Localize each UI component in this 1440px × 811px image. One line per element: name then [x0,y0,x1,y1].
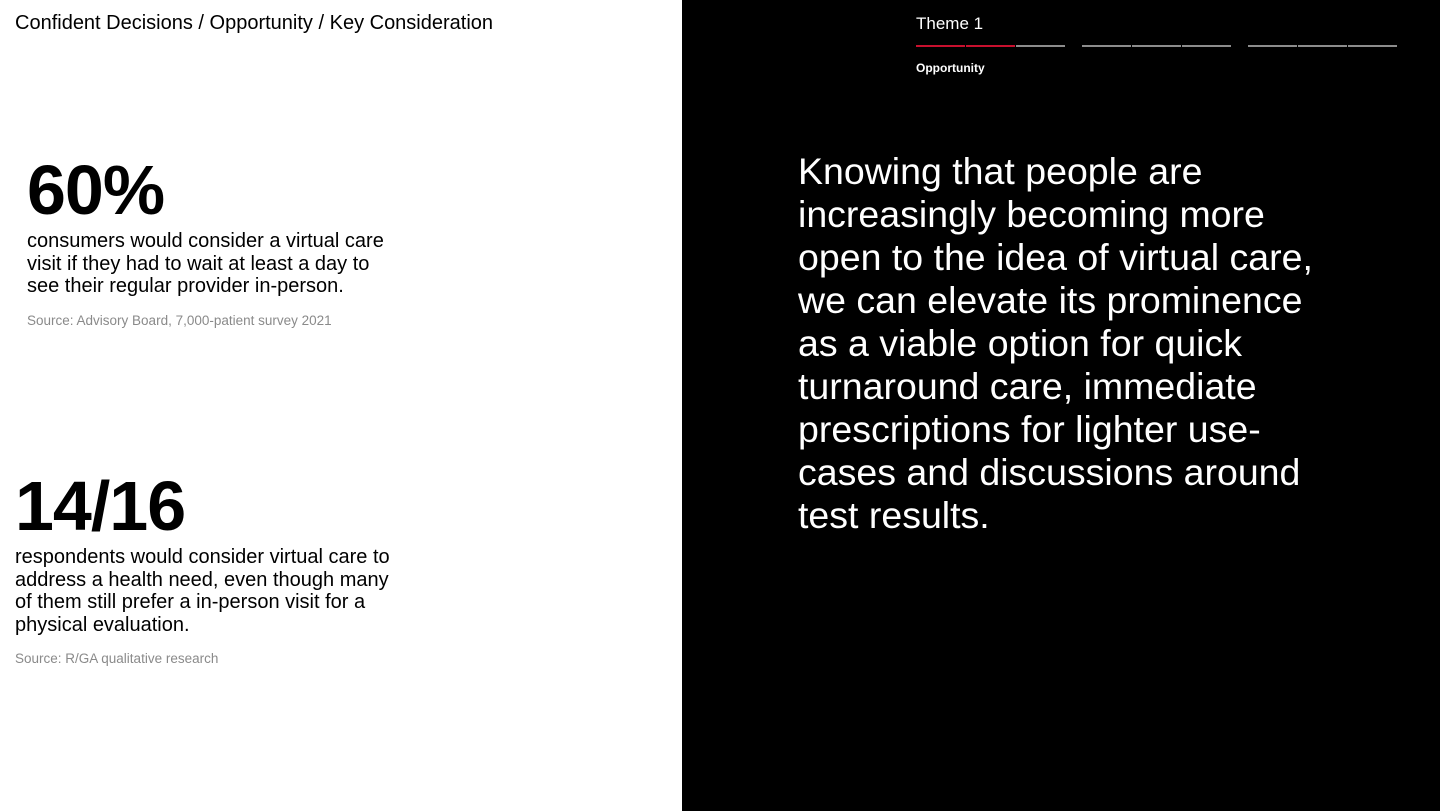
stat-description: consumers would consider a virtual care visit if they had to wait at least a day to see their regular provider in-person. [27,230,384,297]
stat-source: Source: R/GA qualitative research [15,651,219,666]
stat-description: respondents would consider virtual care to address a health need, even though many of them still prefer a in-person visit for a physical evaluation. [15,546,390,636]
progress-group [916,45,1066,47]
stat-number: 14/16 [15,467,186,545]
progress-group [1248,45,1398,47]
progress-segment [1348,45,1397,47]
theme-subtitle: Opportunity [916,61,985,75]
progress-segment [1248,45,1297,47]
theme-progress-indicator [916,45,1398,47]
stat-block-consumers [27,150,407,330]
right-panel [682,0,1440,811]
progress-segment [1016,45,1065,47]
breadcrumb: Confident Decisions / Opportunity / Key Consideration [15,12,494,34]
key-statement: Knowing that people are increasingly becoming more open to the idea of virtual care, we can elevate its prominence as a viable option for quick turnaround care, immediate prescriptions for lighter use-cases and discussions around test results. [798,150,1313,536]
stat-source: Source: Advisory Board, 7,000-patient survey 2021 [27,312,332,328]
progress-segment-active [916,45,965,47]
progress-segment [1298,45,1347,47]
progress-segment [1182,45,1231,47]
left-panel [0,0,682,811]
progress-segment [1132,45,1181,47]
progress-segment [1082,45,1131,47]
stat-number: 60% [27,151,165,229]
progress-segment-active [966,45,1015,47]
progress-group [1082,45,1232,47]
stat-block-respondents [15,466,415,668]
theme-title: Theme 1 [916,14,984,33]
